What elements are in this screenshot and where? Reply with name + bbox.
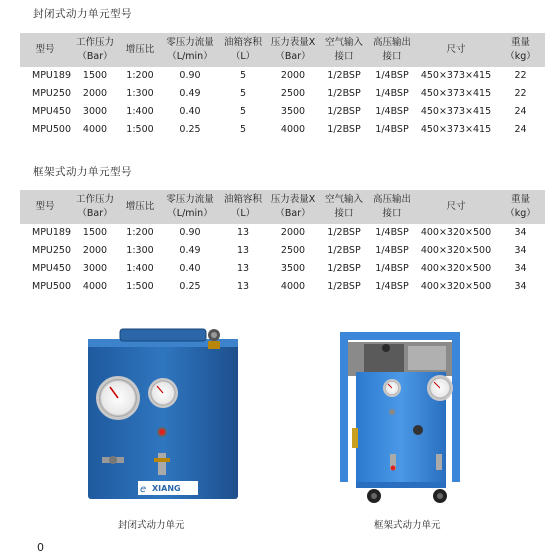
cell-weight: 24: [514, 106, 527, 117]
cell-air-inlet: 1/2BSP: [327, 106, 361, 117]
cell-air-inlet: 1/2BSP: [327, 245, 361, 256]
cell-model: MPU250: [32, 245, 72, 256]
cell-gauge-range: 3500: [280, 106, 306, 117]
caption-enclosed: 封闭式动力单元: [118, 520, 185, 531]
cell-zero-pressure-flow: 0.90: [179, 70, 201, 81]
cell-air-inlet: 1/2BSP: [327, 263, 361, 274]
cell-dimensions: 400×320×500: [420, 263, 492, 274]
cell-model: MPU250: [32, 88, 72, 99]
column-header-line: （L）: [230, 51, 256, 62]
column-header-line: 工作压力: [75, 37, 114, 48]
cell-gauge-range: 2500: [280, 245, 306, 256]
column-header-line: 高压输出: [372, 194, 411, 205]
cell-zero-pressure-flow: 0.90: [179, 227, 201, 238]
cell-weight: 34: [514, 263, 527, 274]
cell-dimensions: 450×373×415: [420, 106, 492, 117]
cell-tank-volume: 5: [239, 106, 247, 117]
table-row: [20, 67, 545, 85]
cell-tank-volume: 13: [236, 245, 250, 256]
cell-hp-outlet: 1/4BSP: [375, 124, 409, 135]
cell-working-pressure: 2000: [82, 88, 108, 99]
cell-boost-ratio: 1:300: [126, 88, 154, 99]
column-header-working-pressure: [70, 33, 120, 67]
cell-working-pressure: 4000: [82, 124, 108, 135]
cell-weight: 34: [514, 227, 527, 238]
table-header-row: [20, 33, 545, 67]
column-header-line: 零压力流量: [166, 37, 214, 48]
cell-hp-outlet: 1/4BSP: [375, 70, 409, 81]
cell-boost-ratio: 1:300: [126, 245, 154, 256]
table-header-row: [20, 190, 545, 224]
section-title-frame: 框架式动力单元型号: [33, 166, 132, 178]
cell-zero-pressure-flow: 0.40: [179, 106, 201, 117]
cell-working-pressure: 1500: [82, 70, 108, 81]
cell-model: MPU189: [32, 70, 72, 81]
cell-air-inlet: 1/2BSP: [327, 124, 361, 135]
column-header-zero-pressure-flow: [160, 33, 220, 67]
column-header-hp-outlet: [368, 33, 416, 67]
column-header-boost-ratio: [120, 190, 160, 224]
cell-gauge-range: 2500: [280, 88, 306, 99]
column-header-line: 重量: [510, 37, 530, 48]
cell-tank-volume: 5: [239, 70, 247, 81]
column-header-air-inlet: [320, 33, 368, 67]
cell-model: MPU500: [32, 124, 72, 135]
cell-dimensions: 400×320×500: [420, 245, 492, 256]
column-header-line: 尺寸: [446, 201, 466, 212]
column-header-line: 重量: [510, 194, 530, 205]
column-header-dimensions: [416, 190, 496, 224]
cell-working-pressure: 3000: [82, 106, 108, 117]
column-header-line: （Bar）: [275, 51, 311, 62]
cell-working-pressure: 2000: [82, 245, 108, 256]
column-header-tank-volume: [220, 33, 266, 67]
column-header-line: 接口: [334, 208, 354, 219]
cell-dimensions: 450×373×415: [420, 88, 492, 99]
cell-air-inlet: 1/2BSP: [327, 88, 361, 99]
cell-gauge-range: 4000: [280, 281, 306, 292]
column-header-line: 压力表量X: [270, 194, 316, 205]
column-header-line: 增压比: [125, 44, 155, 55]
column-header-line: 型号: [35, 44, 55, 55]
column-header-line: （kg）: [505, 51, 536, 62]
cell-model: MPU189: [32, 227, 72, 238]
column-header-line: （kg）: [505, 208, 536, 219]
cell-dimensions: 450×373×415: [420, 70, 492, 81]
svg-text:e: e: [140, 484, 147, 495]
table-row: [20, 278, 545, 296]
column-header-line: 工作压力: [75, 194, 114, 205]
cell-tank-volume: 13: [236, 227, 250, 238]
cell-boost-ratio: 1:200: [126, 227, 154, 238]
column-header-weight: [496, 190, 545, 224]
spec-table-frame: [20, 190, 545, 296]
cell-zero-pressure-flow: 0.25: [179, 281, 201, 292]
cell-tank-volume: 5: [239, 88, 247, 99]
column-header-line: 零压力流量: [166, 194, 214, 205]
cell-model: MPU450: [32, 106, 72, 117]
column-header-tank-volume: [220, 190, 266, 224]
column-header-line: （Bar）: [275, 208, 311, 219]
column-header-line: 型号: [35, 201, 55, 212]
cell-dimensions: 400×320×500: [420, 281, 492, 292]
column-header-dimensions: [416, 33, 496, 67]
column-header-line: （L/min）: [167, 208, 213, 219]
section-title-enclosed: 封闭式动力单元型号: [33, 8, 132, 20]
cell-hp-outlet: 1/4BSP: [375, 106, 409, 117]
svg-text:XIANG: XIANG: [152, 484, 181, 493]
cell-gauge-range: 2000: [280, 70, 306, 81]
cell-working-pressure: 1500: [82, 227, 108, 238]
cell-gauge-range: 3500: [280, 263, 306, 274]
cell-boost-ratio: 1:500: [126, 281, 154, 292]
cell-working-pressure: 3000: [82, 263, 108, 274]
cell-hp-outlet: 1/4BSP: [375, 227, 409, 238]
column-header-line: 油箱容积: [223, 194, 262, 205]
column-header-line: 压力表量X: [270, 37, 316, 48]
column-header-line: （Bar）: [77, 51, 113, 62]
column-header-line: （Bar）: [77, 208, 113, 219]
column-header-line: 尺寸: [446, 44, 466, 55]
cell-model: MPU450: [32, 263, 72, 274]
column-header-weight: [496, 33, 545, 67]
column-header-model: [20, 33, 70, 67]
cell-boost-ratio: 1:200: [126, 70, 154, 81]
frame-power-unit-photo: [330, 330, 470, 506]
column-header-line: 接口: [382, 208, 402, 219]
column-header-line: 增压比: [125, 201, 155, 212]
column-header-line: 空气输入: [324, 37, 363, 48]
cell-hp-outlet: 1/4BSP: [375, 88, 409, 99]
cell-weight: 22: [514, 70, 527, 81]
spec-table-enclosed: [20, 33, 545, 139]
page-number: 0: [37, 541, 44, 554]
column-header-line: （L/min）: [167, 51, 213, 62]
cell-boost-ratio: 1:400: [126, 263, 154, 274]
cell-zero-pressure-flow: 0.49: [179, 245, 201, 256]
cell-boost-ratio: 1:400: [126, 106, 154, 117]
cell-gauge-range: 4000: [280, 124, 306, 135]
cell-hp-outlet: 1/4BSP: [375, 245, 409, 256]
cell-weight: 34: [514, 281, 527, 292]
column-header-zero-pressure-flow: [160, 190, 220, 224]
column-header-gauge-range: [266, 33, 320, 67]
cell-air-inlet: 1/2BSP: [327, 281, 361, 292]
cell-weight: 24: [514, 124, 527, 135]
cell-tank-volume: 13: [236, 281, 250, 292]
cell-tank-volume: 5: [239, 124, 247, 135]
cell-dimensions: 450×373×415: [420, 124, 492, 135]
cell-weight: 22: [514, 88, 527, 99]
column-header-air-inlet: [320, 190, 368, 224]
table-row: [20, 103, 545, 121]
cell-zero-pressure-flow: 0.40: [179, 263, 201, 274]
column-header-line: 空气输入: [324, 194, 363, 205]
cell-model: MPU500: [32, 281, 72, 292]
cell-weight: 34: [514, 245, 527, 256]
cell-working-pressure: 4000: [82, 281, 108, 292]
column-header-line: 接口: [382, 51, 402, 62]
table-row: [20, 121, 545, 139]
column-header-hp-outlet: [368, 190, 416, 224]
enclosed-power-unit-photo: [80, 325, 246, 503]
column-header-line: 高压输出: [372, 37, 411, 48]
column-header-boost-ratio: [120, 33, 160, 67]
table-row: [20, 85, 545, 103]
cell-dimensions: 400×320×500: [420, 227, 492, 238]
table-row: [20, 260, 545, 278]
cell-air-inlet: 1/2BSP: [327, 227, 361, 238]
column-header-working-pressure: [70, 190, 120, 224]
column-header-model: [20, 190, 70, 224]
cell-tank-volume: 13: [236, 263, 250, 274]
cell-hp-outlet: 1/4BSP: [375, 263, 409, 274]
cell-zero-pressure-flow: 0.25: [179, 124, 201, 135]
cell-zero-pressure-flow: 0.49: [179, 88, 201, 99]
cell-gauge-range: 2000: [280, 227, 306, 238]
column-header-line: 接口: [334, 51, 354, 62]
cell-boost-ratio: 1:500: [126, 124, 154, 135]
caption-frame: 框架式动力单元: [374, 520, 441, 531]
table-row: [20, 242, 545, 260]
column-header-line: （L）: [230, 208, 256, 219]
table-row: [20, 224, 545, 242]
column-header-gauge-range: [266, 190, 320, 224]
cell-air-inlet: 1/2BSP: [327, 70, 361, 81]
cell-hp-outlet: 1/4BSP: [375, 281, 409, 292]
column-header-line: 油箱容积: [223, 37, 262, 48]
